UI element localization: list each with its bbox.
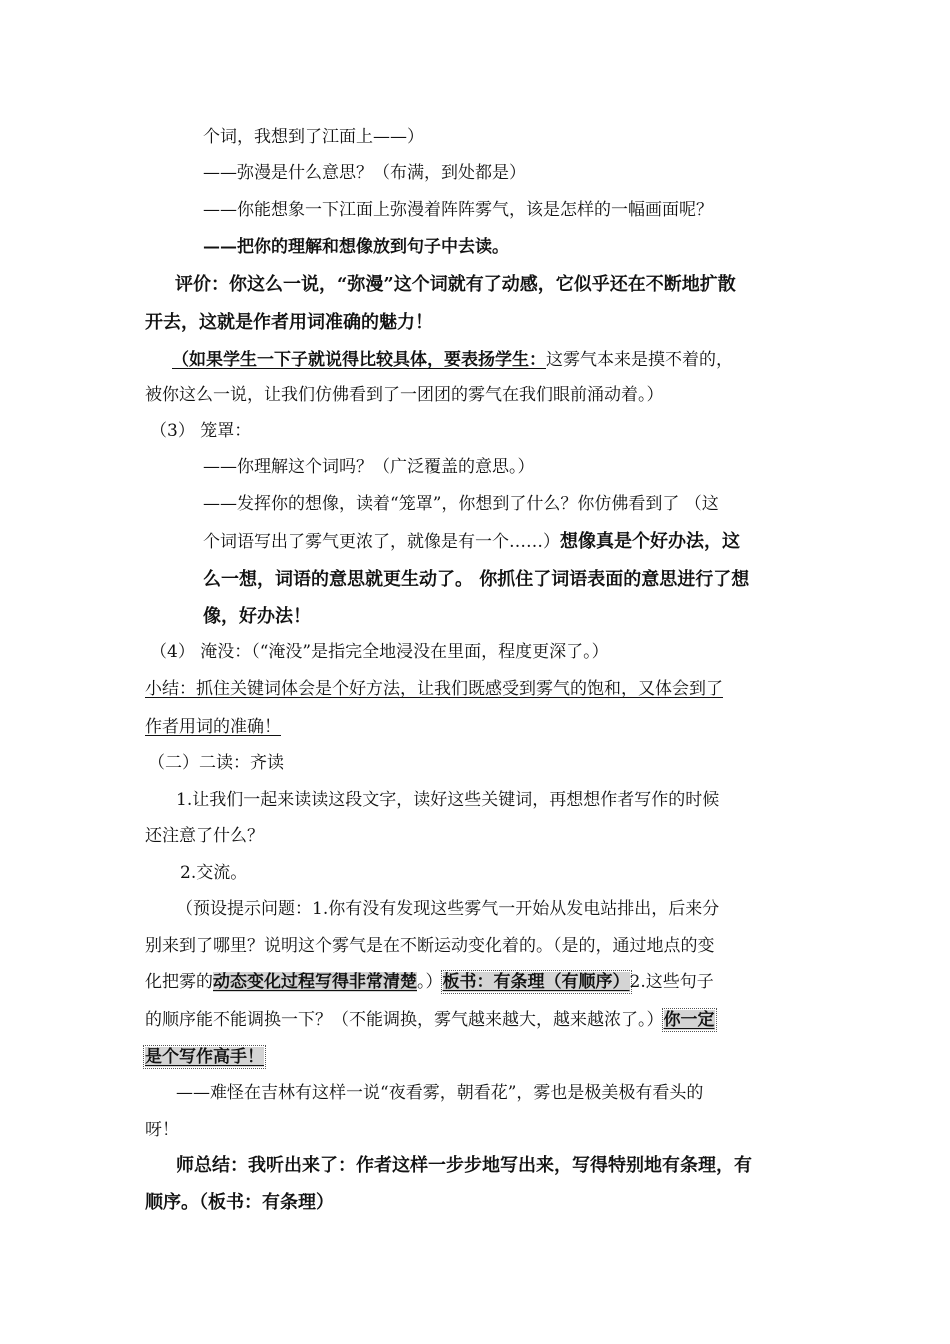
praise-text: 像，好办法！ <box>203 606 311 627</box>
text-line: ——把你的理解和想像放到句子中去读。 <box>203 237 509 257</box>
text-line <box>203 531 740 553</box>
section-heading: （二）二读：齐读 <box>148 753 284 773</box>
text-segment: 2.这些句子 <box>629 972 714 992</box>
text-segment: 。） <box>417 972 443 992</box>
text-line: 个词，我想到了江面上——） <box>203 127 424 147</box>
text-line: 1.让我们一起来读读这段文字，读好这些关键词，再想想作者写作的时候 <box>176 790 720 810</box>
text-line: 别来到了哪里？说明这个雾气是在不断运动变化着的。（是的，通过地点的变 <box>145 936 715 956</box>
praise-text: 么一想，词语的意思就更生动了。 你抓住了词语表面的意思进行了想 <box>203 569 750 590</box>
summary-text: 作者用词的准确！ <box>145 717 281 737</box>
text-line <box>145 1009 715 1031</box>
text-line <box>145 1046 264 1068</box>
highlighted-text: 动态变化过程写得非常清楚 <box>213 972 417 992</box>
text-line: （预设提示问题：1.你有没有发现这些雾气一开始从发电站排出，后来分 <box>176 899 720 919</box>
teacher-summary: 顺序。（板书：有条理） <box>145 1192 334 1213</box>
highlighted-praise: 你一定 <box>663 1010 715 1030</box>
text-line: ——弥漫是什么意思？（布满，到处都是） <box>203 163 526 183</box>
text-segment: 的顺序能不能调换一下？（不能调换，雾气越来越大，越来越浓了。） <box>145 1010 664 1030</box>
teacher-summary: 师总结：我听出来了：作者这样一步步地写出来，写得特别地有条理，有 <box>176 1155 752 1176</box>
text-line <box>172 349 733 371</box>
highlighted-praise: 是个写作高手！ <box>145 1047 264 1067</box>
text-line: 呀！ <box>145 1120 179 1140</box>
text-line: 2.交流。 <box>180 863 248 883</box>
underlined-note: （如果学生一下子就说得比较具体，要表扬学生： <box>172 350 546 370</box>
text-segment: 个词语写出了雾气更浓了，就像是有一个……） <box>203 532 560 552</box>
text-line: 被你这么一说，让我们仿佛看到了一团团的雾气在我们眼前涌动着。） <box>145 385 664 405</box>
section-heading: （4） 淹没：（“淹没”是指完全地浸没在里面，程度更深了。） <box>150 642 609 662</box>
evaluation-text: 开去，这就是作者用词准确的魅力！ <box>145 312 433 333</box>
board-note: 板书：有条理（有顺序） <box>442 972 630 992</box>
text-line: ——你能想象一下江面上弥漫着阵阵雾气，该是怎样的一幅画面呢？ <box>203 200 713 220</box>
text-line: ——难怪在吉林有这样一说“夜看雾，朝看花”，雾也是极美极有看头的 <box>176 1083 704 1103</box>
text-line <box>145 971 714 993</box>
evaluation-text: 评价：你这么一说，“弥漫”这个词就有了动感，它似乎还在不断地扩散 <box>175 274 736 295</box>
summary-text: 小结：抓住关键词体会是个好方法，让我们既感受到雾气的饱和，又体会到了 <box>145 679 723 699</box>
text-segment: 化把雾的 <box>145 972 213 992</box>
text-line: 还注意了什么？ <box>145 826 264 846</box>
text-segment: 这雾气本来是摸不着的， <box>546 350 733 370</box>
text-line: ——发挥你的想像，读着“笼罩”，你想到了什么？你仿佛看到了 （这 <box>203 494 719 514</box>
text-line: ——你理解这个词吗？（广泛覆盖的意思。） <box>203 457 535 477</box>
section-heading: （3） 笼罩： <box>150 421 252 441</box>
praise-text: 想像真是个好办法，这 <box>560 531 740 552</box>
